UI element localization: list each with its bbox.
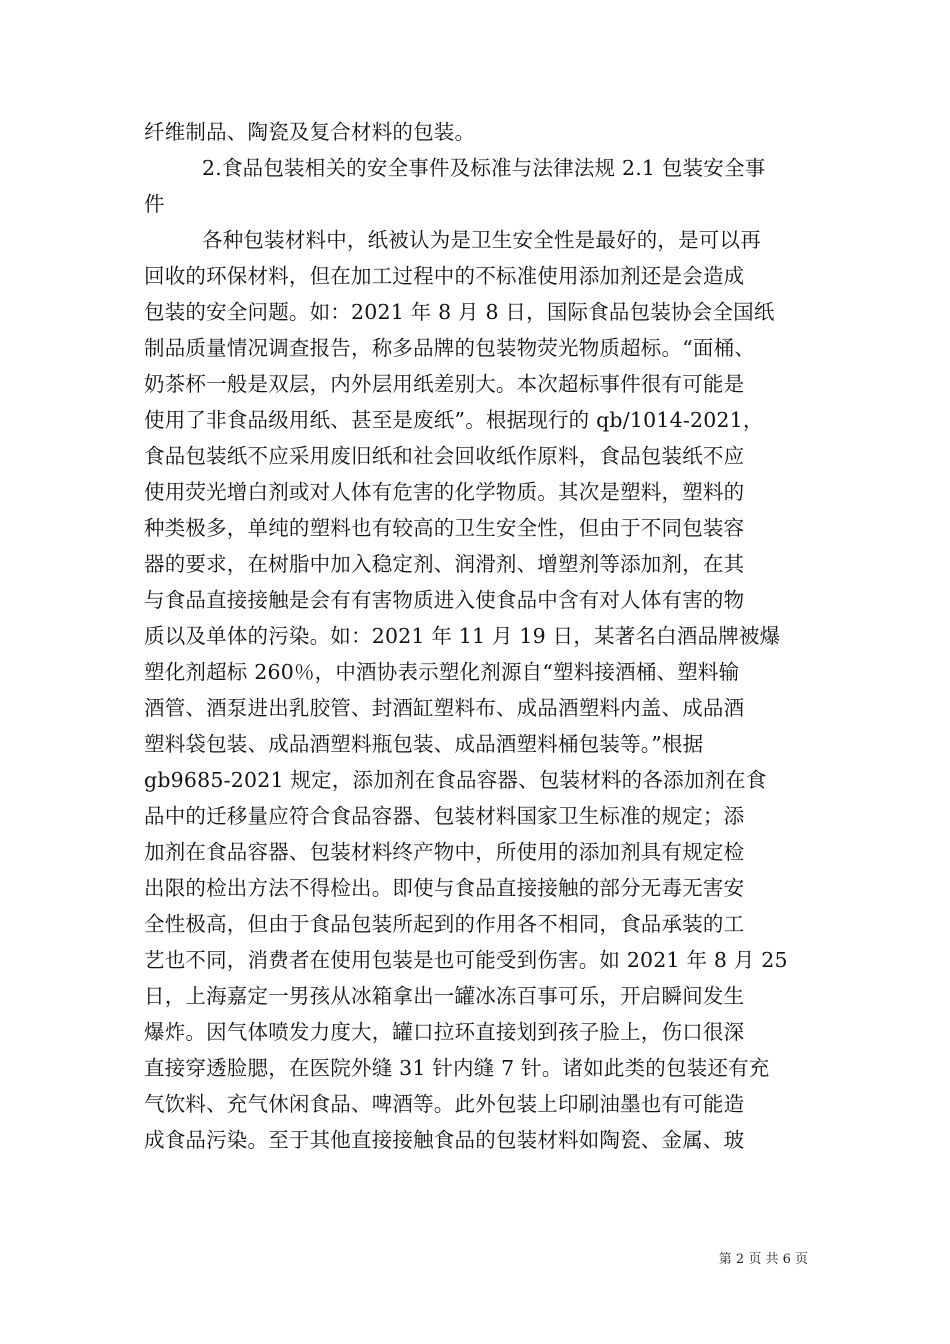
text-line: 全性极高，但由于食品包装所起到的作用各不相同，食品承装的工 [144,912,745,936]
page-number: 第 2 页 共 6 页 [718,1252,808,1267]
text-line: 使用荧光增白剂或对人体有危害的化学物质。其次是塑料，塑料的 [144,480,745,504]
text-line: 品中的迁移量应符合食品容器、包装材料国家卫生标准的规定；添 [144,804,745,828]
text-line: 出限的检出方法不得检出。即使与食品直接接触的部分无毒无害安 [144,876,745,900]
text-line: 种类极多，单纯的塑料也有较高的卫生安全性，但由于不同包装容 [144,516,745,540]
text-line: 直接穿透脸腮，在医院外缝 31 针内缝 7 针。诸如此类的包装还有充 [144,1056,770,1080]
text-line: 制品质量情况调查报告，称多品牌的包装物荧光物质超标。“面桶、 [144,336,755,360]
text-line: 质以及单体的污染。如：2021 年 11 月 19 日，某著名白酒品牌被爆 [144,624,781,648]
text-line: 气饮料、充气休闲食品、啤酒等。此外包装上印刷油墨也有可能造 [144,1092,745,1116]
text-line: 回收的环保材料，但在加工过程中的不标准使用添加剂还是会造成 [144,264,745,288]
body-text [144,114,808,1158]
text-line: 酒管、酒泵进出乳胶管、封酒缸塑料布、成品酒塑料内盖、成品酒 [144,696,745,720]
section-heading-line: 件 [144,192,165,216]
section-heading-line: 2.食品包装相关的安全事件及标准与法律法规 2.1 包装安全事 [202,156,766,180]
text-line: 塑料袋包装、成品酒塑料瓶包装、成品酒塑料桶包装等。”根据 [144,732,704,756]
text-line: 奶茶杯一般是双层，内外层用纸差别大。本次超标事件很有可能是 [144,372,745,396]
text-line: 食品包装纸不应采用废旧纸和社会回收纸作原料，食品包装纸不应 [144,444,745,468]
text-line: 艺也不同，消费者在使用包装是也可能受到伤害。如 2021 年 8 月 25 [144,948,788,972]
text-line: 器的要求，在树脂中加入稳定剂、润滑剂、增塑剂等添加剂，在其 [144,552,745,576]
text-line: gb9685-2021 规定，添加剂在食品容器、包装材料的各添加剂在食 [144,768,767,792]
text-line: 使用了非食品级用纸、甚至是废纸”。根据现行的 qb/1014-2021， [144,408,764,432]
text-line: 爆炸。因气体喷发力度大，罐口拉环直接划到孩子脸上，伤口很深 [144,1020,745,1044]
text-line: 包装的安全问题。如：2021 年 8 月 8 日，国际食品包装协会全国纸 [144,300,775,324]
text-line: 纤维制品、陶瓷及复合材料的包装。 [144,120,476,144]
text-line: 塑化剂超标 260％，中酒协表示塑化剂源自“塑料接酒桶、塑料输 [144,660,740,684]
paragraph-first-line: 各种包装材料中，纸被认为是卫生安全性是最好的，是可以再 [202,228,761,252]
text-line: 成食品污染。至于其他直接接触食品的包装材料如陶瓷、金属、玻 [144,1128,745,1152]
text-line: 加剂在食品容器、包装材料终产物中，所使用的添加剂具有规定检 [144,840,745,864]
text-line: 日，上海嘉定一男孩从冰箱拿出一罐冰冻百事可乐，开启瞬间发生 [144,984,745,1008]
text-line: 与食品直接接触是会有有害物质进入使食品中含有对人体有害的物 [144,588,745,612]
